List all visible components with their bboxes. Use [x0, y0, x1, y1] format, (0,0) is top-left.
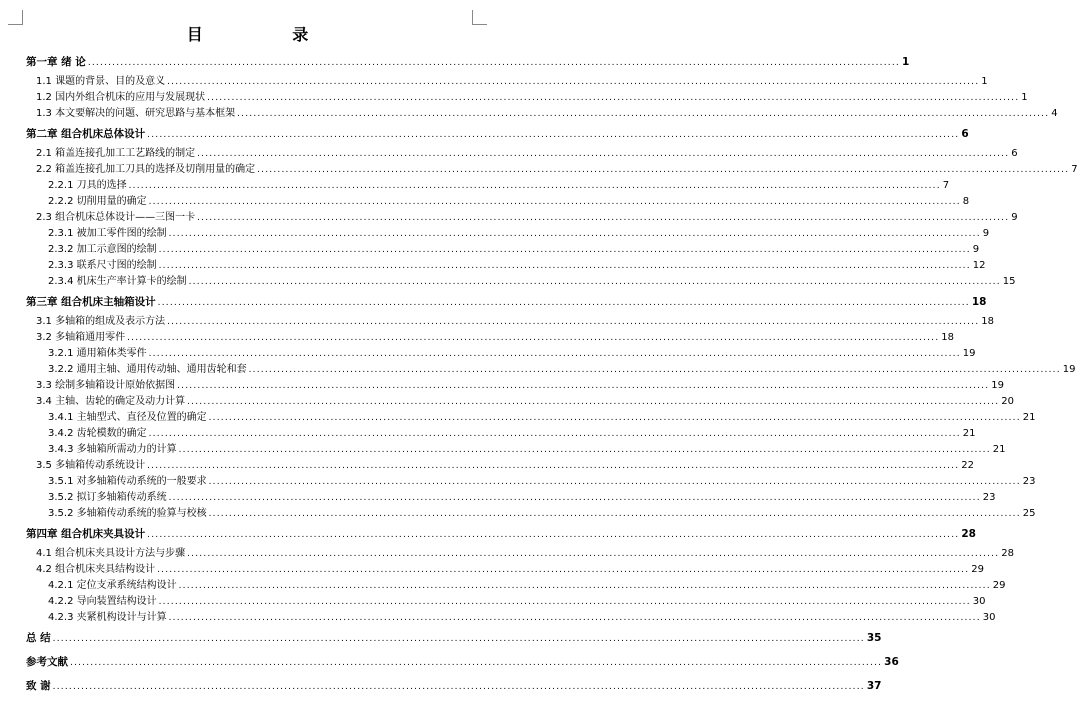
toc-entry-label: 3.2.2 通用主轴、通用传动轴、通用齿轮和套 — [48, 364, 247, 375]
toc-entry-label: 3.5.1 对多轴箱传动系统的一般要求 — [48, 476, 207, 487]
toc-entry-page: 21 — [962, 428, 976, 439]
toc-leader-dots: ........................................................................................................................................................................................................ — [188, 277, 1001, 287]
toc-entry-label: 总 结 — [26, 632, 51, 644]
toc-entry[interactable] — [26, 196, 970, 208]
toc-entry-page: 9 — [972, 244, 980, 255]
toc-entry-page: 19 — [1062, 364, 1076, 375]
toc-entry-label: 4.2.1 定位支承系统结构设计 — [48, 580, 177, 591]
toc-entry-page: 23 — [982, 492, 996, 503]
toc-entry-label: 1.2 国内外组合机床的应用与发展现状 — [36, 92, 206, 103]
toc-leader-dots: ........................................................................................................................................................................................................ — [168, 613, 981, 623]
toc-entry[interactable] — [26, 580, 1006, 592]
toc-entry-label: 2.2 箱盖连接孔加工刀具的选择及切削用量的确定 — [36, 164, 256, 175]
toc-leader-dots: ........................................................................................................................................................................................................ — [187, 549, 1000, 559]
toc-entry-page: 18 — [971, 296, 987, 308]
toc-leader-dots: ........................................................................................................................................................................................................ — [70, 658, 883, 668]
toc-entry-label: 4.2.3 夹紧机构设计与计算 — [48, 612, 167, 623]
toc-entry-page: 19 — [991, 380, 1004, 391]
toc-leader-dots: ........................................................................................................................................................................................................ — [158, 597, 971, 607]
toc-entry-page: 7 — [1071, 164, 1078, 175]
toc-entry-label: 2.2.2 切削用量的确定 — [48, 196, 147, 207]
toc-entry-page: 6 — [961, 128, 969, 140]
toc-entry-page: 20 — [1001, 396, 1014, 407]
toc-entry[interactable] — [26, 428, 976, 440]
toc-entry-page: 12 — [972, 260, 986, 271]
toc-leader-dots: ........................................................................................................................................................................................................ — [178, 581, 991, 591]
toc-entry-page: 30 — [972, 596, 986, 607]
toc-entry-label: 3.5 多轴箱传动系统设计 — [36, 460, 146, 471]
toc-entry-label: 3.4 主轴、齿轮的确定及动力计算 — [36, 396, 186, 407]
toc-entry-label: 3.5.2 多轴箱传动系统的验算与校核 — [48, 508, 207, 519]
toc-entry[interactable] — [26, 612, 996, 624]
toc-entry-page: 18 — [981, 316, 994, 327]
toc-entry-label: 2.3.2 加工示意图的绘制 — [48, 244, 157, 255]
toc-entry-label: 3.1 多轴箱的组成及表示方法 — [36, 316, 166, 327]
toc-entry[interactable] — [26, 92, 1028, 104]
toc-entry-page: 9 — [1011, 212, 1018, 223]
toc-entry-label: 第三章 组合机床主轴箱设计 — [26, 296, 156, 308]
toc-entry-label: 2.2.1 刀具的选择 — [48, 180, 127, 191]
toc-entry[interactable] — [26, 316, 994, 328]
toc-leader-dots: ........................................................................................................................................................................................................ — [208, 509, 1021, 519]
toc-entry-label: 3.2 多轴箱通用零件 — [36, 332, 126, 343]
toc-leader-dots: ........................................................................................................................................................................................................ — [208, 413, 1021, 423]
toc-leader-dots: ........................................................................................................................................................................................................ — [167, 77, 980, 87]
toc-leader-dots: ........................................................................................................................................................................................................ — [207, 93, 1020, 103]
toc-entry-label: 3.5.2 拟订多轴箱传动系统 — [48, 492, 167, 503]
toc-entry-label: 2.3 组合机床总体设计——三图一卡 — [36, 212, 196, 223]
toc-entry[interactable] — [26, 564, 984, 576]
toc-leader-dots: ........................................................................................................................................................................................................ — [147, 461, 960, 471]
toc-entry-page: 29 — [992, 580, 1006, 591]
toc-entry-page: 28 — [1001, 548, 1014, 559]
toc-entry[interactable] — [26, 508, 1036, 520]
toc-entry-page: 4 — [1051, 108, 1058, 119]
toc-entry-label: 2.3.4 机床生产率计算卡的绘制 — [48, 276, 187, 287]
toc-leader-dots: ........................................................................................................................................................................................................ — [197, 213, 1010, 223]
toc-entry-label: 4.2 组合机床夹具结构设计 — [36, 564, 156, 575]
toc-entry[interactable] — [26, 148, 1018, 160]
toc-entry[interactable] — [26, 476, 1036, 488]
toc-entry-label: 1.1 课题的背景、目的及意义 — [36, 76, 166, 87]
toc-entry[interactable] — [26, 412, 1036, 424]
toc-entry-label: 3.2.1 通用箱体类零件 — [48, 348, 147, 359]
toc-leader-dots: ........................................................................................................................................................................................................ — [147, 530, 960, 540]
toc-entry[interactable] — [26, 180, 950, 192]
toc-entry-page: 29 — [971, 564, 984, 575]
toc-leader-dots: ........................................................................................................................................................................................................ — [128, 181, 941, 191]
toc-leader-dots: ........................................................................................................................................................................................................ — [257, 165, 1070, 175]
toc-entry-page: 1 — [901, 56, 910, 68]
toc-leader-dots: ........................................................................................................................................................................................................ — [87, 58, 900, 68]
toc-entry-label: 3.4.2 齿轮模数的确定 — [48, 428, 147, 439]
toc-leader-dots: ........................................................................................................................................................................................................ — [167, 317, 980, 327]
toc-entry-label: 4.1 组合机床夹具设计方法与步骤 — [36, 548, 186, 559]
toc-entry[interactable] — [26, 348, 976, 360]
toc-leader-dots: ........................................................................................................................................................................................................ — [168, 493, 981, 503]
toc-entry-label: 参考文献 — [26, 656, 68, 668]
toc-entry[interactable] — [26, 656, 899, 669]
toc-entry[interactable] — [26, 108, 1058, 120]
toc-entry[interactable] — [26, 528, 976, 541]
toc-leader-dots: ........................................................................................................................................................................................................ — [157, 565, 970, 575]
toc-entry[interactable] — [26, 380, 1004, 392]
toc-leader-dots: ........................................................................................................................................................................................................ — [237, 109, 1050, 119]
toc-entry-page: 9 — [982, 228, 990, 239]
toc-entry[interactable] — [26, 76, 988, 88]
toc-entry-page: 6 — [1011, 148, 1018, 159]
toc-entry[interactable] — [26, 548, 1014, 560]
toc-leader-dots: ........................................................................................................................................................................................................ — [178, 445, 991, 455]
toc-leader-dots: ........................................................................................................................................................................................................ — [168, 229, 981, 239]
toc-leader-dots: ........................................................................................................................................................................................................ — [248, 365, 1061, 375]
toc-entry[interactable] — [26, 164, 1078, 176]
toc-entry[interactable] — [26, 332, 954, 344]
toc-leader-dots: ........................................................................................................................................................................................................ — [197, 149, 1010, 159]
toc-entry[interactable] — [26, 596, 986, 608]
toc-entry-page: 18 — [941, 332, 954, 343]
toc-entry[interactable] — [26, 260, 986, 272]
toc-entry-page: 19 — [962, 348, 976, 359]
toc-leader-dots: ........................................................................................................................................................................................................ — [148, 429, 961, 439]
toc-entry-label: 3.3 绘制多轴箱设计原始依据图 — [36, 380, 176, 391]
toc-entry-label: 2.1 箱盖连接孔加工工艺路线的制定 — [36, 148, 196, 159]
toc-leader-dots: ........................................................................................................................................................................................................ — [147, 130, 960, 140]
toc-entry-page: 36 — [884, 656, 899, 668]
toc-entry-page: 7 — [942, 180, 950, 191]
toc-entry-page: 1 — [981, 76, 988, 87]
toc-title: 目 录 — [186, 25, 351, 44]
toc-leader-dots: ........................................................................................................................................................................................................ — [158, 245, 971, 255]
toc-entry-page: 8 — [962, 196, 970, 207]
toc-leader-dots: ........................................................................................................................................................................................................ — [52, 634, 865, 644]
toc-entry[interactable] — [26, 680, 882, 693]
toc-entry-page: 35 — [866, 632, 882, 644]
toc-leader-dots: ........................................................................................................................................................................................................ — [52, 682, 865, 692]
toc-entry-label: 2.3.1 被加工零件图的绘制 — [48, 228, 167, 239]
toc-entry[interactable] — [26, 244, 980, 256]
toc-entry-page: 30 — [982, 612, 996, 623]
toc-entry[interactable] — [26, 276, 1016, 288]
toc-leader-dots: ........................................................................................................................................................................................................ — [148, 197, 961, 207]
toc-entry-label: 第四章 组合机床夹具设计 — [26, 528, 146, 540]
toc-entry-label: 3.4.3 多轴箱所需动力的计算 — [48, 444, 177, 455]
toc-entry[interactable] — [26, 212, 1018, 224]
toc-entry-label: 致 谢 — [26, 680, 51, 692]
toc-entry[interactable] — [26, 492, 996, 504]
toc-entry[interactable] — [26, 128, 969, 141]
toc-entry-page: 21 — [1022, 412, 1036, 423]
toc-leader-dots: ........................................................................................................................................................................................................ — [158, 261, 971, 271]
toc-leader-dots: ........................................................................................................................................................................................................ — [148, 349, 961, 359]
toc-entry-page: 1 — [1021, 92, 1028, 103]
toc-entry-label: 第一章 绪 论 — [26, 56, 86, 68]
toc-entry[interactable] — [26, 56, 910, 69]
toc-entry-page: 23 — [1022, 476, 1036, 487]
toc-leader-dots: ........................................................................................................................................................................................................ — [127, 333, 940, 343]
toc-leader-dots: ........................................................................................................................................................................................................ — [187, 397, 1000, 407]
toc-leader-dots: ........................................................................................................................................................................................................ — [157, 298, 970, 308]
toc-entry-label: 1.3 本文要解决的问题、研究思路与基本框架 — [36, 108, 236, 119]
toc-entry[interactable] — [26, 396, 1014, 408]
toc-entry[interactable] — [26, 444, 1006, 456]
toc-entry-page: 21 — [992, 444, 1006, 455]
toc-entry-label: 3.4.1 主轴型式、直径及位置的确定 — [48, 412, 207, 423]
toc-entry[interactable] — [26, 228, 990, 240]
toc-entry-page: 22 — [961, 460, 974, 471]
toc-entry[interactable] — [26, 460, 974, 472]
toc-leader-dots: ........................................................................................................................................................................................................ — [208, 477, 1021, 487]
toc-entry[interactable] — [26, 364, 1076, 376]
toc-entry[interactable] — [26, 296, 987, 309]
toc-entry-label: 4.2.2 导向装置结构设计 — [48, 596, 157, 607]
toc-entry-page: 37 — [866, 680, 882, 692]
toc-entry-page: 15 — [1002, 276, 1016, 287]
toc-entry[interactable] — [26, 632, 882, 645]
toc-entry-label: 2.3.3 联系尺寸图的绘制 — [48, 260, 157, 271]
toc-leader-dots: ........................................................................................................................................................................................................ — [177, 381, 990, 391]
toc-entry-page: 28 — [961, 528, 976, 540]
toc-entry-label: 第二章 组合机床总体设计 — [26, 128, 146, 140]
toc-entry-page: 25 — [1022, 508, 1036, 519]
